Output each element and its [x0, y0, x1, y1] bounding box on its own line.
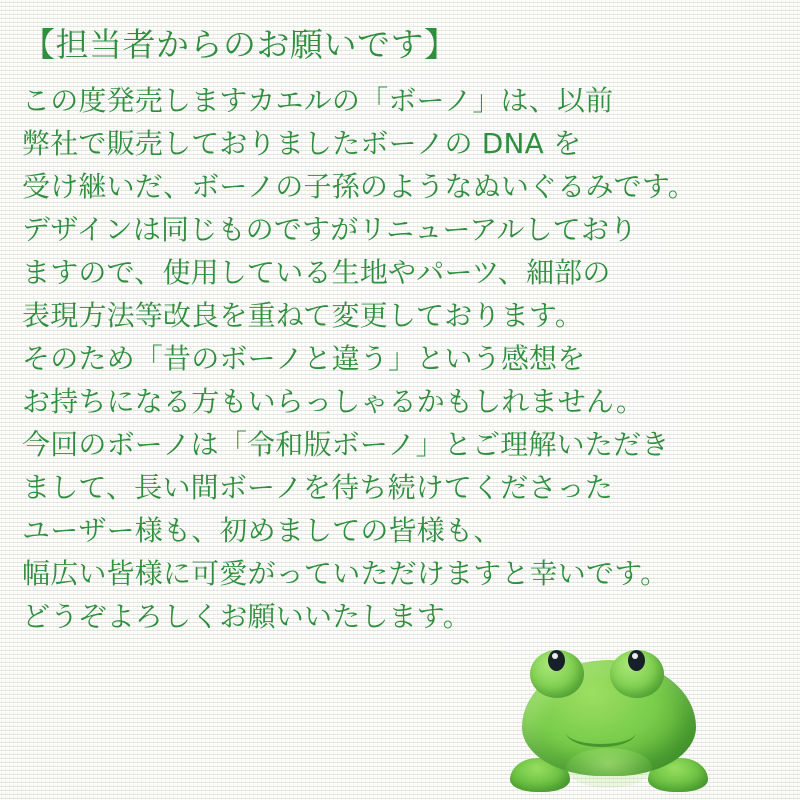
- notice-line: 受け継いだ、ボーノの子孫のようなぬいぐるみです。: [22, 170, 697, 204]
- notice-line: まして、長い間ボーノを待ち続けてくださった: [22, 471, 614, 505]
- notice-line: 表現方法等改良を重ねて変更しております。: [22, 299, 584, 333]
- notice-line: ますので、使用している生地やパーツ、細部の: [22, 256, 611, 290]
- frog-pupil-right: [628, 650, 645, 671]
- frog-pupil-left: [548, 650, 565, 671]
- notice-line: そのため「昔のボーノと違う」という感想を: [22, 342, 586, 376]
- frog-plush-image: [504, 632, 714, 792]
- notice-line: デザインは同じものですがリニューアルしており: [22, 213, 638, 247]
- notice-line: どうぞよろしくお願いいたします。: [22, 600, 471, 634]
- notice-line: ユーザー様も、初めましての皆様も、: [22, 514, 502, 548]
- notice-line: 今回のボーノは「令和版ボーノ」とご理解いただき: [22, 428, 670, 462]
- page-title: 【担当者からのお願いです】: [22, 25, 458, 64]
- frog-belly: [566, 748, 652, 788]
- notice-line: 弊社で販売しておりましたボーノの DNA を: [22, 127, 582, 161]
- notice-body: [22, 79, 778, 638]
- notice-text-block: [22, 24, 778, 638]
- notice-line: お持ちになる方もいらっしゃるかもしれません。: [22, 385, 645, 419]
- frog-mouth: [566, 718, 636, 747]
- notice-line: 幅広い皆様に可愛がっていただけますと幸いです。: [22, 557, 669, 591]
- notice-line: この度発売しますカエルの「ボーノ」は、以前: [22, 84, 614, 118]
